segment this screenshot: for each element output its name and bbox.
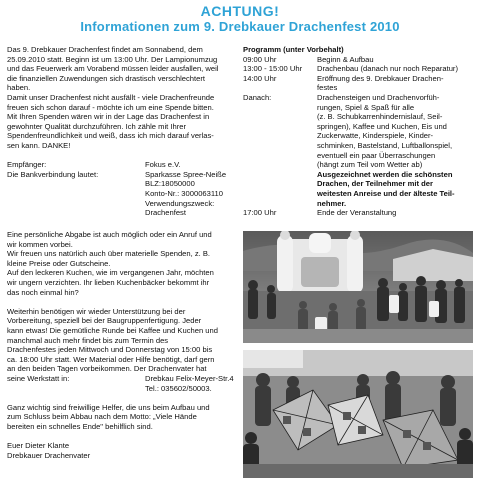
program-schedule [243, 45, 471, 218]
left-top-text [7, 45, 235, 218]
paragraph-helpers: Ganz wichtig sind freiwillige Helfer, die uns beim Aufbau und zum Schluss beim Abbau nach dem Motto: „Viele Hände bereiten ein schnelles Ende" behilflich sind. [7, 402, 210, 431]
paragraph-intro [7, 45, 235, 93]
paragraph-support: Weiterhin benötigen wir wieder Unterstützung bei der Vorbereitung, speziell bei der Baugruppenfertigung. Jeder kann etwas! Die gemütliche Runde bei Kaffee und Kuchen und manchmal auch mehr findet bis zum Termin des Drachenfestes jeden Mittwoch und Donnerstag von 15:00 bis ca. 18:00 Uhr statt. Wer Material oder Hilfe benötigt, darf gern an den beiden Tagen vorbeikommen. Der Drachenvater hat seine Werkstatt in: Drebkau Felix-Meyer-Str.4 Tel.: 035602/50003. [7, 306, 234, 393]
bank-row: Drachenfest [145, 208, 186, 218]
schedule-row: 13:00 - 15:00 Uhr Drachenbau (danach nur noch Reparatur) [243, 64, 458, 74]
bank-row: Die Bankverbindung lautet: Sparkasse Spree-Neiße [7, 169, 227, 179]
bank-details [7, 160, 235, 218]
text-line: gewohnter Qualität durchzuführen. Ich zähle mit Ihrer [7, 121, 186, 131]
bank-row: BLZ:18050000 [145, 179, 195, 189]
text-line: Mit Ihren Spenden wären wir in der Lage das Drachenfest in [7, 112, 210, 122]
photo-bouncy-castle [243, 231, 473, 343]
signature: Euer Dieter Klante Drebkauer Drachenvater [7, 441, 91, 460]
text-line: sen kann. DANKE! [7, 140, 71, 150]
text-line: und das Feuerwerk am Vorabend müssen leider ausfallen, weil [7, 64, 219, 74]
text-line: haben. [7, 83, 31, 93]
text-line: Damit unser Drachenfest nicht ausfällt - viele Drachenfreunde [7, 92, 215, 102]
paragraph-donation [7, 93, 235, 151]
headline-attention: ACHTUNG! [200, 3, 280, 19]
schedule-row: 09:00 Uhr Beginn & Aufbau [243, 54, 374, 64]
text-line: freuen sich schon darauf - möchte ich um eine Spende bitten. [7, 102, 214, 112]
text-line: die finanziellen Zuwendungen sich drastisch verschlechtert [7, 73, 205, 83]
schedule-row: 17:00 Uhr Ende der Veranstaltung [243, 208, 397, 218]
bank-row: Konto-Nr.: 3000063110 [145, 188, 223, 198]
photo-kites [243, 350, 473, 478]
text-line: 25.09.2010 statt. Beginn ist um 13:00 Uhr. Der Lampionumzug [7, 54, 218, 64]
schedule-title: Programm (unter Vorbehalt) [243, 45, 344, 54]
workshop-address: Drebkau Felix-Meyer-Str.4 [145, 373, 234, 383]
text-line: Das 9. Drebkauer Drachenfest findet am Sonnabend, dem [7, 45, 203, 54]
schedule-row: 14:00 Uhr Eröffnung des 9. Drebkauer Drachen- festes [243, 73, 444, 93]
bank-row: Empfänger: Fokus e.V. [7, 160, 181, 170]
schedule-row: Danach: Drachensteigen und Drachenvorfüh- rungen, Spiel & Spaß für alle (z. B. Schubkarrenhindernislauf, Seil- springen), Kaffee und Kuchen, Eis und Zuckerwatte, Kinderspiele, Kinder- schminken, Bastelstand, Luftballonspiel, eventuell ein paar Überraschungen (hängt zum Teil vom Wetter ab) Ausgezeichnet werden die schönsten Drachen, der Teilnehmer mit der weitesten Anreise und der älteste Teil- nehmer. [243, 92, 455, 208]
text-line: Spendenfreundlichkeit und weiß, dass ich mich darauf verlas- [7, 131, 214, 141]
left-bottom-text [7, 230, 235, 460]
headline-info: Informationen zum 9. Drebkauer Drachenfest 2010 [80, 19, 400, 34]
bank-row: Verwendungszweck: [145, 198, 215, 208]
workshop-phone: Tel.: 035602/50003. [145, 383, 212, 393]
paragraph-contact: Eine persönliche Abgabe ist auch möglich oder ein Anruf und wir kommen vorbei. Wir freuen uns natürlich auch über materielle Spenden, z. B. kleine Preise oder Gutscheine. Auf den leckeren Kuchen, wie im vergangenen Jahr, möchten wir ungern verzichten. Ihr lieben Kuchenbäcker bekommt ihr das noch einmal hin? [7, 230, 214, 297]
